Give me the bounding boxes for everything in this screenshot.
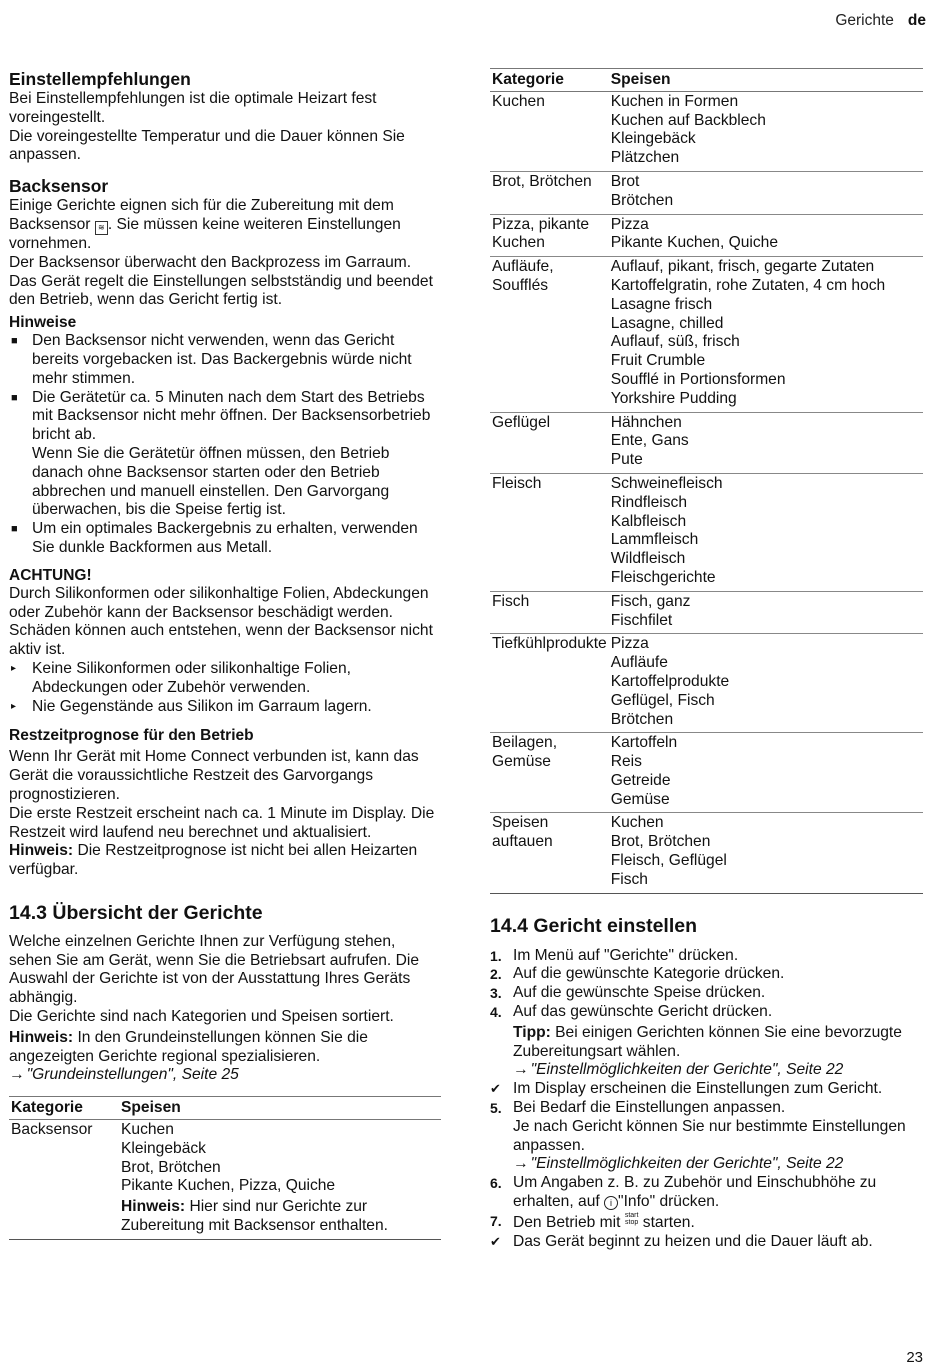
arrow-right-icon: → [513, 1061, 529, 1079]
gerichte-table [490, 68, 923, 894]
step-text: "Info" drücken. [618, 1193, 720, 1211]
hinweis-extra: Wenn Sie die Gerätetür öffnen müssen, den Betrieb danach ohne Backsensor starten oder den Betrieb abbrechen und manuell einstellen. Den Garvorgang überwachen, bis die Speise fertig ist. [32, 444, 390, 519]
speise-item: Schweinefleisch [610, 474, 723, 492]
speise-item: Lammfleisch [610, 531, 699, 549]
speise-item: Ente, Gans [610, 432, 689, 450]
speise-item: Kuchen [121, 1121, 174, 1139]
einstell-p1: Bei Einstellempfehlungen ist die optimale Heizart fest voreingestellt. [9, 90, 377, 126]
step-item [490, 965, 923, 984]
right-column [490, 68, 923, 1251]
hinweise-title: Hinweise [9, 314, 77, 332]
step-item [490, 1174, 923, 1212]
speise-item: Pikante Kuchen, Quiche [610, 234, 779, 252]
step-number: 6. [490, 1175, 502, 1192]
speise-item: Auflauf, pikant, frisch, gegarte Zutaten [610, 258, 875, 276]
list-item [9, 660, 441, 698]
achtung-item: Nie Gegenstände aus Silikon im Garraum lagern. [32, 697, 372, 715]
uebersicht-hinweis [9, 1029, 441, 1067]
result-item [490, 1080, 923, 1099]
list-item [9, 332, 441, 388]
table-cell-kategorie: Brot, Brötchen [490, 171, 609, 214]
speise-item: Pute [610, 451, 643, 469]
table-hinweis [121, 1198, 439, 1236]
result-item [490, 1233, 923, 1252]
hinweis-label: Hinweis: [9, 842, 74, 860]
table-cell-kategorie: Tiefkühlprodukte [490, 634, 609, 733]
speise-item: Plätzchen [610, 149, 680, 167]
speise-item: Aufläufe [610, 654, 668, 672]
hinweis-text: In den Grundeinstellungen können Sie die angezeigten Gerichte regional spezialisieren. [9, 1028, 368, 1065]
speise-item: Fruit Crumble [610, 352, 706, 370]
speise-item: Hähnchen [610, 413, 682, 431]
table-row [490, 412, 923, 473]
backsensor-title: Backsensor [9, 176, 109, 197]
achtung-text: Durch Silikonformen oder silikonhaltige Folien, Abdeckungen oder Zubehör kann der Backsensor beschädigt werden. Schäden können auch entstehen, wenn der Backsensor nicht aktiv ist. [9, 584, 433, 659]
restzeit-title: Restzeitprognose für den Betrieb [9, 727, 254, 745]
einstell-title: Einstellempfehlungen [9, 69, 191, 89]
table-cell-kategorie: Fleisch [490, 473, 609, 591]
step-item [490, 1212, 923, 1233]
info-icon: i [604, 1196, 618, 1210]
table-cell-speisen [609, 591, 923, 634]
hinweis-text: Den Backsensor nicht verwenden, wenn das Gericht bereits vorgebacken ist. Das Backergebnis würde nicht mehr stimmen. [32, 332, 412, 387]
speise-item: Lasagne, chilled [610, 314, 724, 332]
uebersicht-p1: Welche einzelnen Gerichte Ihnen zur Verfügung stehen, sehen Sie am Gerät, wenn Sie die Betriebsart aufrufen. Die Auswahl der Gerichte ist von der Ausstattung Ihres Geräts abhängig. [9, 932, 419, 1007]
list-item [9, 389, 441, 521]
square-bullet-icon: ■ [11, 523, 18, 536]
table-cell-speisen [609, 214, 923, 257]
speise-item: Fleisch, Geflügel [610, 852, 727, 870]
step-text: Im Menü auf "Gerichte" drücken. [513, 946, 739, 964]
step-item [490, 984, 923, 1003]
table-cell-speisen [609, 171, 923, 214]
speise-item: Yorkshire Pudding [610, 389, 737, 407]
table-cell-speisen [609, 257, 923, 412]
speise-item: Fischfilet [610, 611, 673, 629]
backsensor-icon: ≋ [95, 221, 108, 235]
start-stop-icon: start stop [624, 1211, 639, 1226]
step-number: 3. [490, 985, 502, 1002]
col-speisen: Speisen [119, 1097, 441, 1120]
restzeit-p2: Die erste Restzeit erscheint nach ca. 1 Minute im Display. Die Restzeit wird laufend neu berechnet und aktualisiert. [9, 804, 435, 841]
einstell-p2: Die voreingestellte Temperatur und die Dauer können Sie anpassen. [9, 127, 405, 164]
table-cell-kategorie: Backsensor [9, 1120, 119, 1240]
check-icon: ✔ [490, 1081, 501, 1097]
backsensor-p1-b: . Sie müssen keine weiteren Einstellungen vornehmen. [9, 215, 401, 252]
result-text: Das Gerät beginnt zu heizen und die Dauer läuft ab. [513, 1232, 873, 1250]
backsensor-p1 [9, 197, 441, 254]
speise-item: Brot, Brötchen [610, 833, 711, 851]
step-number: 2. [490, 966, 502, 983]
table-header-row [9, 1097, 441, 1120]
gerichte-table-body [490, 91, 923, 893]
table-cell-speisen [609, 813, 923, 893]
backsensor-p1-a: Einige Gerichte eignen sich für die Zubereitung mit dem Backsensor [9, 197, 394, 233]
speise-item: Lasagne frisch [610, 295, 713, 313]
speise-item: Brot, Brötchen [121, 1158, 221, 1176]
col-kategorie: Kategorie [490, 69, 609, 92]
table-cell-speisen [609, 473, 923, 591]
col-kategorie: Kategorie [9, 1097, 119, 1120]
speise-item: Kartoffelprodukte [610, 672, 730, 690]
step-number: 7. [490, 1212, 502, 1229]
tipp-block [513, 1024, 923, 1062]
backsensor-p2: Der Backsensor überwacht den Backprozess im Garraum. Das Gerät regelt die Einstellungen selbstständig und beendet den Betrieb, wenn das Gericht fertig ist. [9, 253, 433, 309]
square-bullet-icon: ■ [11, 335, 18, 348]
hinweis-label: Hinweis: [9, 1028, 74, 1046]
arrow-right-icon: → [513, 1155, 529, 1173]
speise-item: Pizza [610, 635, 649, 653]
arrow-right-icon: → [9, 1066, 25, 1084]
table-cell-speisen [609, 634, 923, 733]
table-header-row [490, 69, 923, 92]
einstellen-steps [490, 947, 923, 1252]
achtung-title: ACHTUNG! [9, 566, 92, 584]
uebersicht-p2: Die Gerichte sind nach Kategorien und Speisen sortiert. [9, 1008, 394, 1026]
speise-item: Kleingebäck [610, 130, 696, 148]
hinweis-text: Die Gerätetür ca. 5 Minuten nach dem Start des Betriebs mit Backsensor nicht mehr öffnen. Der Backsensorbetrieb bricht ab. [32, 388, 431, 444]
speise-item: Fisch, ganz [610, 592, 691, 610]
speise-item: Rindfleisch [610, 493, 687, 511]
step-item [490, 947, 923, 966]
speise-item: Brötchen [610, 710, 674, 728]
speise-item: Brot [610, 172, 640, 190]
header-section: Gerichte [835, 12, 894, 29]
step-text: Auf das gewünschte Gericht drücken. [513, 1003, 773, 1021]
table-row [490, 171, 923, 214]
speise-item: Kartoffeln [610, 734, 678, 752]
speise-item: Auflauf, süß, frisch [610, 333, 740, 351]
table-cell-speisen [119, 1120, 441, 1240]
hinweis-text: Um ein optimales Backergebnis zu erhalten, verwenden Sie dunkle Backformen aus Metall. [32, 520, 418, 556]
step-text: Um Angaben z. B. zu Zubehör und Einschubhöhe zu erhalten, auf [513, 1174, 877, 1211]
step-number: 4. [490, 1004, 502, 1021]
square-bullet-icon: ■ [11, 391, 18, 404]
hinweis-text: Die Restzeitprognose ist nicht bei allen Heizarten verfügbar. [9, 842, 418, 879]
table-row [490, 733, 923, 813]
ref-text: "Einstellmöglichkeiten der Gerichte", Seite 22 [530, 1155, 844, 1173]
restzeit-hinweis [9, 842, 441, 880]
col-speisen: Speisen [609, 69, 923, 92]
hinweise-list [9, 332, 441, 558]
table-row [490, 813, 923, 893]
speise-item: Reis [610, 753, 642, 771]
restzeit-p1: Wenn Ihr Gerät mit Home Connect verbunden ist, kann das Gerät die voraussichtliche Restzeit des Garvorgangs prognostizieren. [9, 748, 419, 803]
table-row [490, 214, 923, 257]
table-cell-kategorie: Fisch [490, 591, 609, 634]
einstellmoeglichkeiten-ref-link[interactable] [513, 1061, 923, 1080]
step-text: starten. [638, 1213, 695, 1231]
speise-item: Wildfleisch [610, 550, 686, 568]
step-text: Bei Bedarf die Einstellungen anpassen. [513, 1099, 786, 1117]
table-row [490, 634, 923, 733]
speise-item: Kartoffelgratin, rohe Zutaten, 4 cm hoch [610, 276, 886, 294]
table-cell-speisen [609, 733, 923, 813]
uebersicht-title: 14.3 Übersicht der Gerichte [9, 901, 263, 924]
table-cell-kategorie: Aufläufe, Soufflés [490, 257, 609, 412]
achtung-item: Keine Silikonformen oder silikonhaltige Folien, Abdeckungen oder Zubehör verwenden. [32, 659, 351, 696]
list-item [9, 698, 441, 717]
hinweis-text: Hier sind nur Gerichte zur Zubereitung mit Backsensor enthalten. [121, 1198, 388, 1235]
table-cell-speisen [609, 412, 923, 473]
speise-item: Gemüse [610, 790, 670, 808]
speise-item: Kuchen in Formen [610, 92, 739, 110]
speise-item: Soufflé in Portionsformen [610, 370, 786, 388]
tipp-label: Tipp: [513, 1023, 551, 1041]
step-number: 1. [490, 947, 502, 964]
einstellmoeglichkeiten-ref-link[interactable] [513, 1155, 923, 1174]
speise-item: Fleischgerichte [610, 568, 716, 586]
table-cell-kategorie: Speisen auftauen [490, 813, 609, 893]
table-row [9, 1120, 441, 1240]
backsensor-table [9, 1096, 441, 1240]
step-extra: Je nach Gericht können Sie nur bestimmte Einstellungen anpassen. [513, 1117, 906, 1154]
hinweis-label: Hinweis: [121, 1198, 186, 1216]
table-cell-kategorie: Kuchen [490, 91, 609, 171]
result-text: Im Display erscheinen die Einstellungen zum Gericht. [513, 1080, 883, 1098]
speise-item: Pizza [610, 215, 649, 233]
table-cell-speisen [609, 91, 923, 171]
table-row [490, 257, 923, 412]
speise-item: Kalbfleisch [610, 512, 687, 530]
einstellen-title: 14.4 Gericht einstellen [490, 914, 698, 937]
ref-text: "Grundeinstellungen", Seite 25 [26, 1066, 239, 1084]
table-row [490, 591, 923, 634]
ref-text: "Einstellmöglichkeiten der Gerichte", Seite 22 [530, 1061, 844, 1079]
speise-item: Geflügel, Fisch [610, 691, 715, 709]
speise-item: Brötchen [610, 191, 674, 209]
page-number: 23 [906, 1349, 923, 1366]
step-item [490, 1099, 923, 1174]
speise-item: Fisch [610, 870, 648, 888]
step-text: Auf die gewünschte Kategorie drücken. [513, 965, 785, 983]
table-cell-kategorie: Pizza, pikante Kuchen [490, 214, 609, 257]
tipp-text: Bei einigen Gerichten können Sie eine bevorzugte Zubereitungsart wählen. [513, 1023, 902, 1060]
step-text: Auf die gewünschte Speise drücken. [513, 984, 766, 1002]
grundeinstellungen-ref-link[interactable] [9, 1066, 441, 1085]
speise-item: Kleingebäck [121, 1139, 206, 1157]
page-header [835, 12, 926, 31]
triangle-bullet-icon: ▸ [11, 700, 17, 712]
table-cell-kategorie: Geflügel [490, 412, 609, 473]
speise-item: Getreide [610, 771, 671, 789]
achtung-list [9, 660, 441, 716]
left-column [9, 68, 441, 1240]
step-number: 5. [490, 1100, 502, 1117]
table-row [490, 91, 923, 171]
table-row [490, 473, 923, 591]
speise-item: Kuchen [610, 814, 664, 832]
step-item [490, 1003, 923, 1080]
list-item [9, 520, 441, 558]
speise-item: Pikante Kuchen, Pizza, Quiche [121, 1177, 336, 1195]
triangle-bullet-icon: ▸ [11, 662, 17, 674]
check-icon: ✔ [490, 1233, 501, 1249]
step-text: Den Betrieb mit [513, 1213, 625, 1231]
speise-item: Kuchen auf Backblech [610, 111, 766, 129]
header-lang: de [907, 12, 926, 29]
table-cell-kategorie: Beilagen, Gemüse [490, 733, 609, 813]
